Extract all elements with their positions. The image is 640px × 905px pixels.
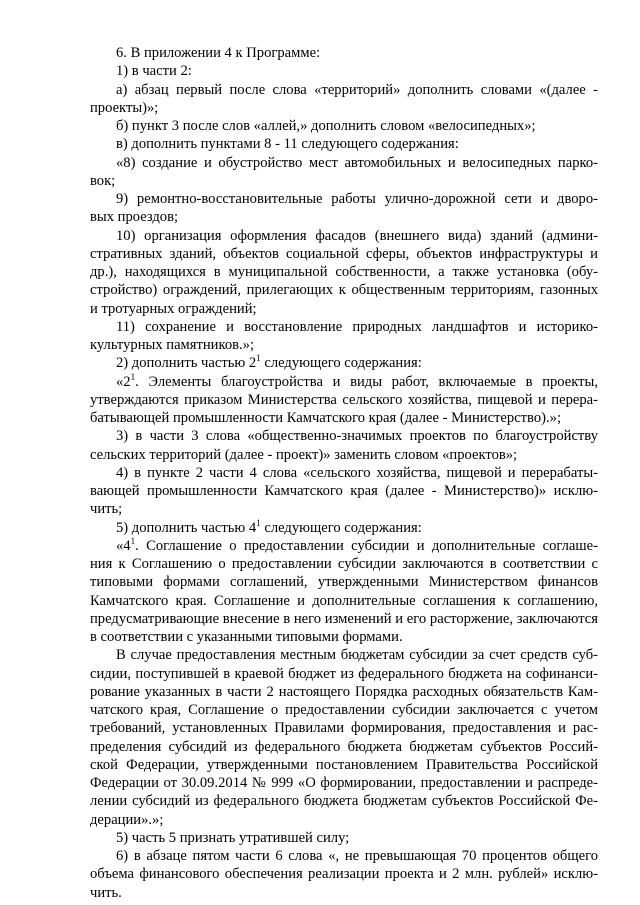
line-text: 6. В приложении 4 к Программе: bbox=[116, 45, 321, 61]
line-text: «8) создание и обустройство мест автомобильных и велосипедных парко- bbox=[116, 154, 598, 171]
text-line bbox=[90, 263, 598, 281]
line-text: дерации».»; bbox=[90, 811, 164, 828]
text-line bbox=[90, 500, 598, 518]
text-line bbox=[90, 391, 598, 409]
text-line bbox=[90, 519, 598, 537]
line-text: в соответствии с указанными типовыми формами. bbox=[90, 629, 403, 645]
text-line bbox=[90, 81, 598, 99]
line-text: утверждаются приказом Министерства сельского хозяйства, пищевой и перера- bbox=[90, 391, 598, 408]
superscript: 1 bbox=[256, 353, 261, 364]
text-line bbox=[90, 190, 598, 208]
text-line bbox=[90, 610, 598, 628]
line-text: 5) часть 5 признать утратившей силу; bbox=[116, 829, 350, 846]
line-text: 3) в части 3 слова «общественно-значимых проектов по благоустройству bbox=[116, 428, 598, 445]
line-text: предусматривающие внесение в него изменений и его расторжение, заключаются bbox=[90, 610, 598, 627]
line-text: проекты)»; bbox=[90, 99, 159, 116]
line-text: 1) в части 2: bbox=[116, 63, 192, 80]
text-line bbox=[90, 555, 598, 573]
line-text: ской Федерации, утвержденными постановлением Правительства Российской bbox=[90, 756, 598, 773]
line-text: типовыми формами соглашений, утвержденными Министерством финансов bbox=[90, 574, 598, 591]
line-text-continued: следующего содержания: bbox=[260, 519, 422, 536]
text-line bbox=[90, 409, 598, 427]
text-line bbox=[90, 245, 598, 263]
line-text: 9) ремонтно-восстановительные работы улично-дорожной сети и дворо- bbox=[116, 191, 598, 207]
text-line bbox=[90, 573, 598, 591]
line-text: чатского края, Соглашение о предоставлении субсидии заключается с учетом bbox=[90, 702, 598, 718]
line-text: пределения субсидий из федерального бюджета бюджетам субъектов Россий- bbox=[90, 738, 598, 755]
line-text: требований, установленных Правилами формирования, предоставления и рас- bbox=[90, 720, 598, 737]
line-text: вок; bbox=[90, 172, 116, 189]
line-text: 6) в абзаце пятом части 6 слова «, не превышающая 70 процентов общего bbox=[116, 848, 598, 864]
line-text: В случае предоставления местным бюджетам субсидии за счет средств суб- bbox=[116, 647, 598, 664]
line-text: 2) дополнить частью 2 bbox=[116, 355, 257, 372]
text-line bbox=[90, 646, 598, 664]
text-line bbox=[90, 318, 598, 336]
line-text: чить. bbox=[90, 884, 122, 901]
line-text: чить; bbox=[90, 501, 123, 518]
superscript: 1 bbox=[256, 517, 261, 528]
line-text: «4 bbox=[116, 537, 131, 554]
text-line bbox=[90, 154, 598, 172]
line-text: в) дополнить пунктами 8 - 11 следующего содержания: bbox=[116, 136, 459, 153]
line-text: Камчатского края. Соглашение и дополнительные соглашения к соглашению, bbox=[90, 592, 598, 609]
text-line bbox=[90, 373, 598, 391]
text-line bbox=[90, 774, 598, 792]
line-text: стративных зданий, объектов социальной сферы, объектов инфраструктуры и bbox=[90, 245, 598, 262]
text-line bbox=[90, 884, 598, 902]
text-line bbox=[90, 847, 598, 865]
line-text: и тротуарных ограждений; bbox=[90, 300, 257, 317]
line-text: 11) сохранение и восстановление природных ландшафтов и историко- bbox=[116, 318, 598, 335]
text-line bbox=[90, 99, 598, 117]
line-text: др.), находящихся в муниципальной собственности, а также установка (обу- bbox=[90, 264, 598, 280]
text-line bbox=[90, 811, 598, 829]
text-line bbox=[90, 208, 598, 226]
text-line bbox=[90, 354, 598, 372]
superscript: 1 bbox=[130, 371, 136, 382]
text-line bbox=[90, 227, 598, 245]
line-text: объема финансового обеспечения реализации проекта и 2 млн. рублей» исклю- bbox=[90, 866, 598, 883]
text-line bbox=[90, 336, 598, 354]
text-line bbox=[90, 446, 598, 464]
line-text: б) пункт 3 после слов «аллей,» дополнить словом «велосипедных»; bbox=[116, 118, 536, 134]
text-line bbox=[90, 865, 598, 883]
text-line bbox=[90, 829, 598, 847]
text-line bbox=[90, 281, 598, 299]
line-text: рование указанных в части 2 настоящего Порядка расходных обязательств Кам- bbox=[90, 683, 598, 700]
text-line bbox=[90, 738, 598, 756]
text-line bbox=[90, 592, 598, 610]
superscript: 1 bbox=[130, 535, 136, 546]
line-text: «2 bbox=[116, 373, 131, 390]
line-text: 5) дополнить частью 4 bbox=[116, 519, 257, 536]
text-line bbox=[90, 427, 598, 445]
line-text: ния к Соглашению о предоставлении субсидии заключаются в соответствии с bbox=[90, 556, 598, 572]
text-line bbox=[90, 792, 598, 810]
document-body bbox=[90, 44, 598, 902]
line-text: 10) организация оформления фасадов (внешнего вида) зданий (админи- bbox=[116, 227, 598, 244]
text-line bbox=[90, 117, 598, 135]
text-line bbox=[90, 482, 598, 500]
text-line bbox=[90, 756, 598, 774]
line-text: сидии, поступившей в краевой бюджет из федерального бюджета на софинанси- bbox=[90, 665, 598, 682]
line-text: а) абзац первый после слова «территорий» дополнить словами «(далее - bbox=[116, 81, 598, 98]
text-line bbox=[90, 62, 598, 80]
line-text-continued: следующего содержания: bbox=[260, 355, 422, 372]
line-text: батывающей промышленности Камчатского края (далее - Министерство).»; bbox=[90, 410, 562, 426]
text-line bbox=[90, 719, 598, 737]
text-line bbox=[90, 464, 598, 482]
line-text: лении субсидий из федерального бюджета бюджетам субъектов Российской Фе- bbox=[90, 793, 598, 810]
line-text: стройство) ограждений, прилегающих к общественным территориям, газонных bbox=[90, 282, 598, 299]
text-line bbox=[90, 44, 598, 62]
line-text: культурных памятников.»; bbox=[90, 337, 255, 353]
line-text: вающей промышленности Камчатского края (далее - Министерство)» исклю- bbox=[90, 483, 598, 499]
text-line bbox=[90, 300, 598, 318]
text-line bbox=[90, 135, 598, 153]
line-text: вых проездов; bbox=[90, 209, 179, 226]
text-line bbox=[90, 701, 598, 719]
text-line bbox=[90, 665, 598, 683]
line-text-continued: . Соглашение о предоставлении субсидии и дополнительные соглаше- bbox=[135, 537, 598, 554]
text-line bbox=[90, 172, 598, 190]
line-text: 4) в пункте 2 части 4 слова «сельского хозяйства, пищевой и перерабаты- bbox=[116, 464, 598, 481]
text-line bbox=[90, 628, 598, 646]
line-text: Федерации от 30.09.2014 № 999 «О формировании, предоставлении и распреде- bbox=[90, 775, 598, 791]
line-text-continued: . Элементы благоустройства и виды работ, включаемые в проекты, bbox=[135, 373, 598, 390]
text-line bbox=[90, 537, 598, 555]
line-text: сельских территорий (далее - проект)» заменить словом «проектов»; bbox=[90, 446, 518, 463]
text-line bbox=[90, 683, 598, 701]
